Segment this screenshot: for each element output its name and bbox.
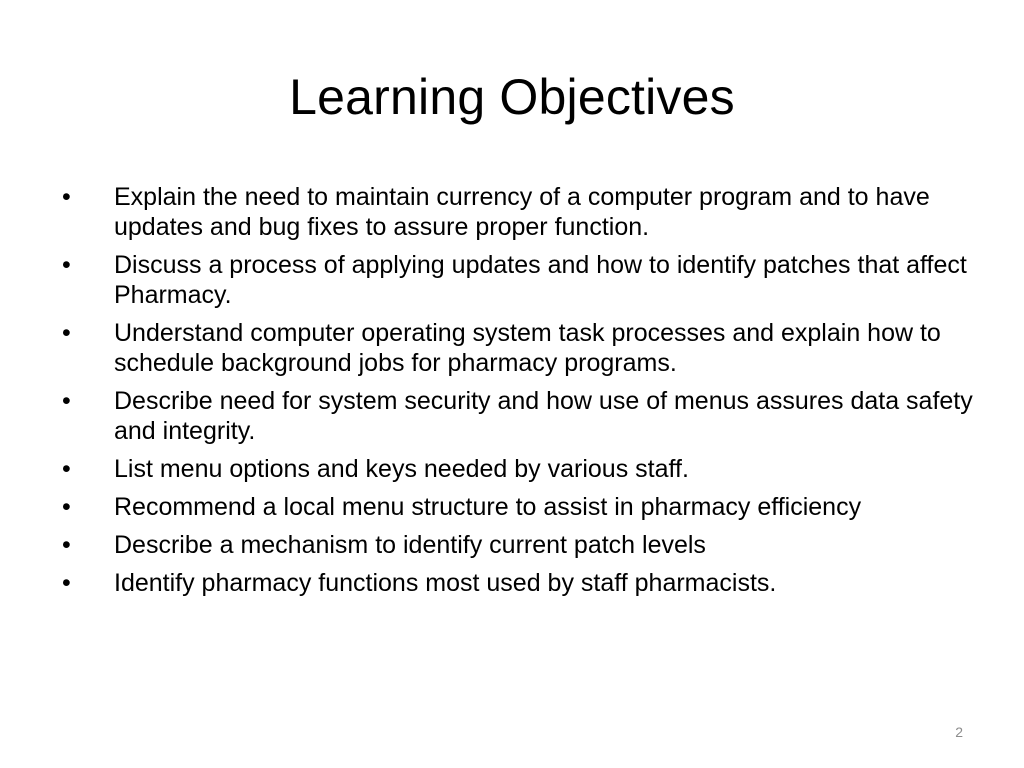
list-item-text: Understand computer operating system task processes and explain how to schedule background jobs for pharmacy programs.	[114, 319, 941, 377]
list-item	[62, 568, 977, 598]
bullet-icon: •	[62, 531, 71, 559]
list-item-text: Describe a mechanism to identify current patch levels	[114, 531, 706, 559]
list-item	[62, 182, 977, 242]
list-item	[62, 492, 977, 522]
bullet-icon: •	[62, 183, 71, 211]
list-item-text: Discuss a process of applying updates and how to identify patches that affect Pharmacy.	[114, 251, 967, 309]
page-number: 2	[955, 724, 963, 740]
list-item	[62, 318, 977, 378]
list-item-text: Recommend a local menu structure to assist in pharmacy efficiency	[114, 493, 862, 521]
bullet-icon: •	[62, 319, 71, 347]
bullet-icon: •	[62, 387, 71, 415]
list-item	[62, 530, 977, 560]
bullet-icon: •	[62, 569, 71, 597]
learning-objectives-list	[62, 182, 977, 606]
slide-title: Learning Objectives	[289, 69, 735, 125]
list-item-text: List menu options and keys needed by various staff.	[114, 455, 689, 483]
bullet-icon: •	[62, 493, 71, 521]
list-item	[62, 454, 977, 484]
list-item	[62, 386, 977, 446]
list-item	[62, 250, 977, 310]
bullet-icon: •	[62, 455, 71, 483]
bullet-icon: •	[62, 251, 71, 279]
list-item-text: Identify pharmacy functions most used by staff pharmacists.	[114, 569, 777, 597]
list-item-text: Explain the need to maintain currency of a computer program and to have updates and bug fixes to assure proper function.	[114, 183, 930, 241]
list-item-text: Describe need for system security and how use of menus assures data safety and integrity.	[114, 387, 973, 445]
